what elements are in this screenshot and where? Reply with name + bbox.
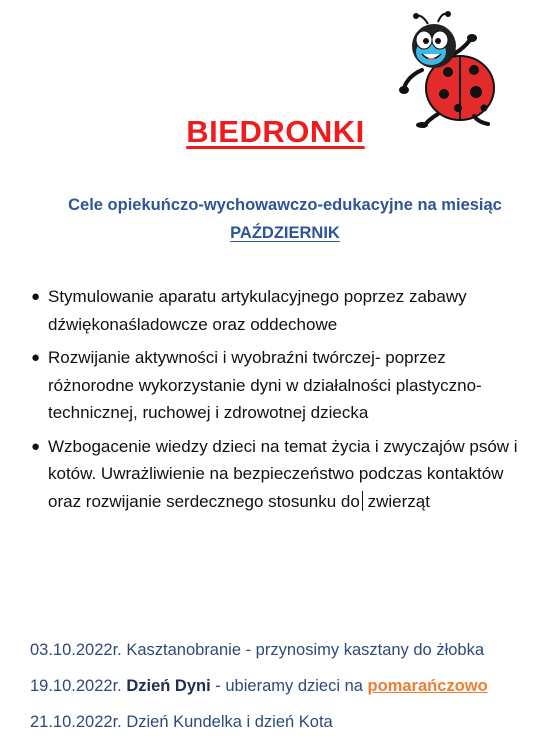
event-row (30, 632, 550, 668)
goal-item (31, 433, 528, 516)
event-row (30, 704, 550, 740)
event-highlight: pomarańczowo (367, 677, 488, 695)
event-date: 21.10.2022r. (30, 713, 122, 731)
bullet-icon: ● (31, 288, 41, 305)
goals-heading: Cele opiekuńczo-wychowawczo-edukacyjne na miesiąc (68, 196, 502, 214)
goal-text: Stymulowanie aparatu artykulacyjnego poprzez zabawy dźwiękonaśladowcze oraz oddechowe (48, 287, 467, 334)
goal-text: Rozwijanie aktywności i wyobraźni twórczej- poprzez różnorodne wykorzystanie dyni w działalności plastyczno-technicznej, ruchowej i zdrowotnej dziecka (48, 348, 482, 422)
goal-text: Wzbogacenie wiedzy dzieci na temat życia i zwyczajów psów i kotów. Uwrażliwienie na bezpieczeństwo podczas kontaktów oraz rozwijanie serdecznego stosunku do (48, 436, 518, 511)
month-label: PAŹDZIERNIK (230, 224, 340, 242)
event-text: - ubieramy dzieci na (215, 677, 363, 695)
event-row (30, 668, 550, 704)
text-cursor (362, 491, 363, 511)
event-text: Kasztanobranie - przynosimy kasztany do żłobka (126, 641, 485, 659)
events-list (30, 632, 550, 740)
event-date: 19.10.2022r. (30, 677, 122, 695)
event-name: Dzień Dyni (126, 677, 211, 695)
goal-text-continued: zwierząt (367, 491, 430, 511)
event-text: Dzień Kundelka i dzień Kota (126, 713, 333, 731)
event-date: 03.10.2022r. (30, 641, 122, 659)
bullet-icon: ● (31, 437, 41, 455)
page-title: BIEDRONKI (186, 114, 365, 149)
goals-list (31, 283, 528, 521)
bullet-icon: ● (31, 349, 41, 366)
goal-item (31, 344, 528, 427)
ladybug-icon (398, 10, 498, 128)
goal-item (31, 283, 528, 338)
